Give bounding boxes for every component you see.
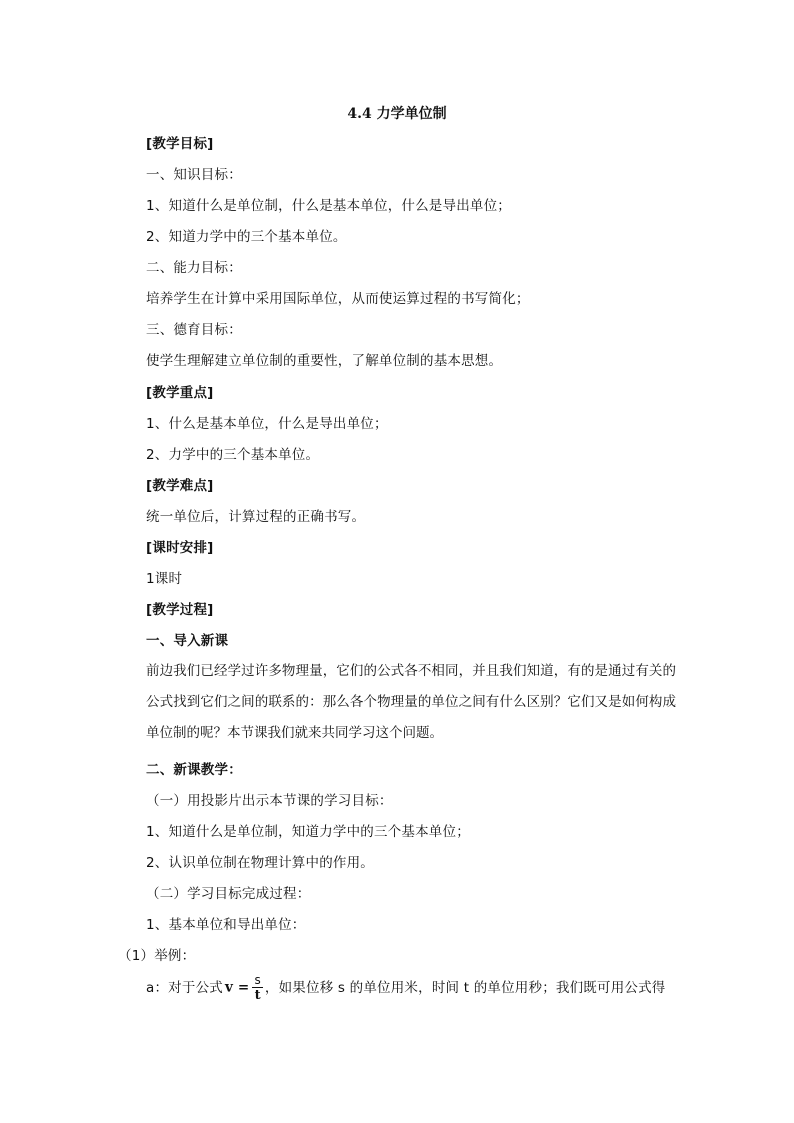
intro-paragraph-text: 前边我们已经学过许多物理量，它们的公式各不相同，并且我们知道，有的是通过有关的公式找到它们之间的联系的：那么各个物理量的单位之间有什么区别？它们又是如何构成单位制的呢？本节课我们就来共同学习这个问题。: [146, 663, 676, 741]
text-line: 使学生理解建立单位制的重要性，了解单位制的基本思想。: [146, 353, 503, 369]
text-line: 2、知道力学中的三个基本单位。: [146, 229, 347, 245]
heading-new-lesson: 二、新课教学：: [146, 762, 242, 778]
text-line: 1、什么是基本单位，什么是导出单位；: [146, 416, 388, 432]
intro-paragraph: [118, 656, 676, 749]
text-line: （二）学习目标完成过程：: [146, 886, 311, 902]
text-line: 1、知道什么是单位制，什么是基本单位，什么是导出单位；: [146, 198, 511, 214]
text-line: （1）举例：: [118, 948, 196, 964]
text-line: 2、认识单位制在物理计算中的作用。: [146, 855, 374, 871]
page-title: 4.4 力学单位制: [347, 106, 447, 122]
heading-introduction: 一、导入新课: [146, 633, 229, 649]
text-line: 1、基本单位和导出单位：: [146, 917, 306, 933]
heading-teaching-difficulties: [教学难点]: [146, 478, 214, 494]
text-line: 二、能力目标：: [146, 260, 242, 276]
text-line: 2、力学中的三个基本单位。: [146, 447, 320, 463]
text-line: 1、知道什么是单位制，知道力学中的三个基本单位；: [146, 824, 470, 840]
formula-line: [146, 973, 666, 1003]
formula-lhs: v =: [224, 979, 250, 996]
heading-teaching-process: [教学过程]: [146, 602, 214, 618]
formula-line-prefix: a：对于公式: [146, 980, 223, 996]
text-line: 1课时: [146, 571, 183, 587]
velocity-formula: [225, 973, 263, 1003]
text-line: 一、知识目标：: [146, 167, 242, 183]
formula-line-suffix: ，如果位移 s 的单位用米，时间 t 的单位用秒；我们既可用公式得: [264, 980, 666, 996]
text-line: 统一单位后，计算过程的正确书写。: [146, 509, 366, 525]
text-line: （一）用投影片出示本节课的学习目标：: [146, 793, 393, 809]
text-line: 三、德育目标：: [146, 322, 242, 338]
text-line: 培养学生在计算中采用国际单位，从而使运算过程的书写简化；: [146, 291, 530, 307]
fraction-denominator: t: [254, 988, 261, 1003]
heading-class-schedule: [课时安排]: [146, 540, 214, 556]
fraction-numerator: s: [254, 973, 261, 987]
heading-teaching-goals: [教学目标]: [146, 136, 214, 152]
fraction: [252, 973, 262, 1003]
heading-teaching-key-points: [教学重点]: [146, 385, 214, 401]
